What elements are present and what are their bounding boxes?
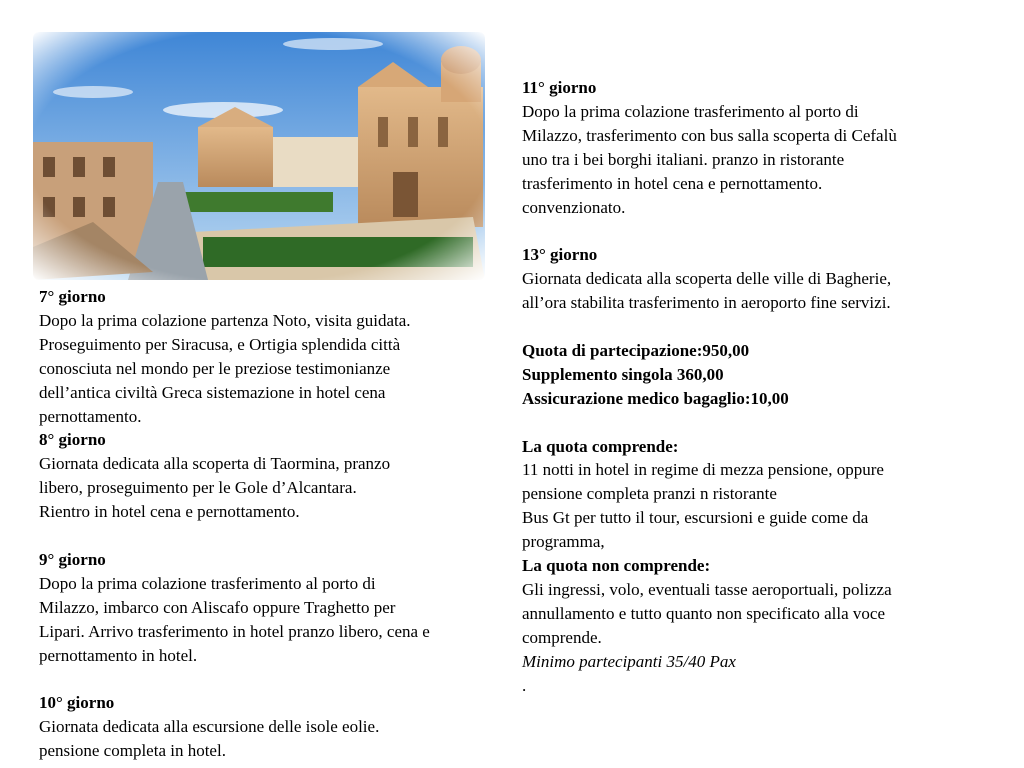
day9-line: pernottamento in hotel.: [39, 645, 198, 665]
spacer: [522, 315, 992, 339]
day10-line: Giornata dedicata alla escursione delle isole eolie.: [39, 717, 380, 737]
day8-line: Giornata dedicata alla scoperta di Taormina, pranzo: [39, 454, 391, 474]
day11-line: trasferimento in hotel cena e pernottamento.: [522, 173, 823, 193]
day13-line: all’ora stabilita trasferimento in aeroporto fine servizi.: [522, 293, 891, 313]
day11-line: Milazzo, trasferimento con bus salla scoperta di Cefalù: [522, 125, 897, 145]
spacer: [39, 667, 509, 691]
day7-line: conosciuta nel mondo per le preziose testimonianze: [39, 358, 391, 378]
day10-line: pensione completa in hotel.: [39, 741, 226, 761]
price-supplemento: Supplemento singola 360,00: [522, 364, 724, 384]
noto-cathedral-photo: [33, 32, 485, 280]
excludes-line: comprende.: [522, 627, 602, 647]
excludes-title: La quota non comprende:: [522, 556, 711, 576]
day7-line: Dopo la prima colazione partenza Noto, visita guidata.: [39, 310, 411, 330]
spacer: [522, 411, 992, 435]
minimum-participants: Minimo partecipanti 35/40 Pax: [522, 651, 736, 671]
itinerary-left-column: [39, 285, 509, 763]
day13-line: Giornata dedicata alla scoperta delle ville di Bagherie,: [522, 269, 892, 289]
day9-title: 9° giorno: [39, 549, 106, 569]
itinerary-right-column: [522, 76, 992, 698]
day11-line: uno tra i bei borghi italiani. pranzo in ristorante: [522, 149, 845, 169]
day7-title: 7° giorno: [39, 287, 106, 306]
includes-line: programma,: [522, 532, 605, 552]
includes-title: La quota comprende:: [522, 436, 679, 456]
excludes-line: annullamento e tutto quanto non specificato alla voce: [522, 603, 886, 623]
day11-line: Dopo la prima colazione trasferimento al porto di: [522, 101, 859, 121]
day10-title: 10° giorno: [39, 693, 115, 713]
day13-title: 13° giorno: [522, 245, 598, 265]
price-assicurazione: Assicurazione medico bagaglio:10,00: [522, 388, 789, 408]
spacer: [39, 524, 509, 548]
day7-line: pernottamento.: [39, 406, 142, 426]
spacer: [522, 219, 992, 243]
day8-title: 8° giorno: [39, 430, 106, 450]
includes-line: 11 notti in hotel in regime di mezza pensione, oppure: [522, 460, 884, 480]
day7-line: Proseguimento per Siracusa, e Ortigia splendida città: [39, 334, 401, 354]
includes-line: Bus Gt per tutto il tour, escursioni e guide come da: [522, 508, 869, 528]
day11-line: convenzionato.: [522, 197, 626, 217]
day9-line: Lipari. Arrivo trasferimento in hotel pranzo libero, cena e: [39, 621, 430, 641]
noto-cathedral-illustration: [33, 32, 485, 280]
day8-line: Rientro in hotel cena e pernottamento.: [39, 502, 300, 522]
day9-line: Dopo la prima colazione trasferimento al porto di: [39, 573, 376, 593]
price-quota: Quota di partecipazione:950,00: [522, 340, 750, 360]
day9-line: Milazzo, imbarco con Aliscafo oppure Traghetto per: [39, 597, 396, 617]
trailing-dot: .: [522, 675, 527, 695]
day8-line: libero, proseguimento per le Gole d’Alcantara.: [39, 478, 357, 498]
day7-line: dell’antica civiltà Greca sistemazione in hotel cena: [39, 382, 386, 402]
day11-title: 11° giorno: [522, 78, 597, 97]
includes-line: pensione completa pranzi n ristorante: [522, 484, 777, 504]
excludes-line: Gli ingressi, volo, eventuali tasse aeroportuali, polizza: [522, 579, 892, 599]
